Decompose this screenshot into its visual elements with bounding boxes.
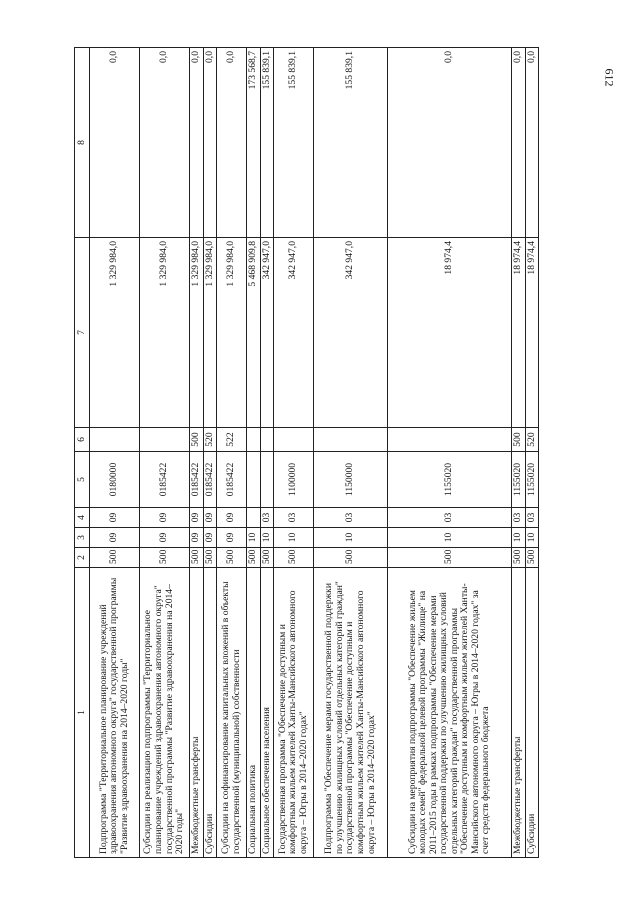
row-sum-1: 1 329 984,0 — [217, 237, 247, 427]
row-type — [247, 427, 261, 451]
row-type — [274, 427, 314, 451]
table-row — [512, 47, 526, 857]
row-name: Субсидии на софинансирование капитальных вложений в объекты государственной (муниципальной) собственности — [217, 567, 247, 857]
row-name: Социальное обеспечение населения — [260, 567, 274, 857]
row-subsection: 09 — [203, 507, 217, 527]
row-code: 500 — [190, 547, 204, 567]
row-sum-1: 18 974,4 — [388, 237, 512, 427]
row-code: 500 — [314, 547, 388, 567]
rotated-page — [74, 48, 566, 858]
row-subsection: 03 — [512, 507, 526, 527]
header-cell: 8 — [75, 47, 90, 237]
row-sum-1: 5 468 909,8 — [247, 237, 261, 427]
row-sum-1: 1 329 984,0 — [90, 237, 140, 427]
row-target: 0185422 — [203, 451, 217, 507]
row-sum-1: 342 947,0 — [260, 237, 274, 427]
table-row — [274, 47, 314, 857]
header-row — [75, 47, 90, 857]
row-subsection: 03 — [260, 507, 274, 527]
row-code: 500 — [388, 547, 512, 567]
row-section: 10 — [388, 527, 512, 547]
header-cell: 5 — [75, 451, 90, 507]
table-row — [203, 47, 217, 857]
row-sum-1: 18 974,4 — [525, 237, 539, 427]
row-name: Субсидии на реализацию подпрограммы "Территориальное планирование учреждений здравоохранения автономного округа" государственной программы "Развитие здравоохранения на 2014–2020 годы" — [140, 567, 190, 857]
row-code: 500 — [512, 547, 526, 567]
row-subsection: 09 — [217, 507, 247, 527]
row-section: 10 — [314, 527, 388, 547]
row-code: 500 — [525, 547, 539, 567]
row-name: Субсидии — [525, 567, 539, 857]
row-name: Государственная программа "Обеспечение доступным и комфортным жильем жителей Ханты-Мансийского автономного округа – Югры в 2014–2020 годах" — [274, 567, 314, 857]
table-row — [314, 47, 388, 857]
header-cell: 6 — [75, 427, 90, 451]
row-target: 0180000 — [90, 451, 140, 507]
row-sum-1: 342 947,0 — [274, 237, 314, 427]
table-row — [90, 47, 140, 857]
row-sum-1: 1 329 984,0 — [190, 237, 204, 427]
row-sum-2: 0,0 — [388, 47, 512, 237]
row-section: 09 — [140, 527, 190, 547]
row-subsection: 03 — [388, 507, 512, 527]
row-name: Подпрограмма "Обеспечение мерами государственной поддержки по улучшению жилищных условий отдельных категорий граждан" государственной программы "Обеспечение доступным и комфортным жильем жителей Ханты-Мансийского автономного округа – Югры в 2014–2020 годах" — [314, 567, 388, 857]
row-subsection: 09 — [140, 507, 190, 527]
row-type — [314, 427, 388, 451]
row-sum-1: 1 329 984,0 — [140, 237, 190, 427]
row-target: 0185422 — [140, 451, 190, 507]
header-cell: 7 — [75, 237, 90, 427]
row-code: 500 — [90, 547, 140, 567]
row-code: 500 — [247, 547, 261, 567]
row-subsection: 03 — [274, 507, 314, 527]
row-sum-2: 155 839,1 — [260, 47, 274, 237]
table-row — [217, 47, 247, 857]
row-section: 10 — [247, 527, 261, 547]
row-subsection: 09 — [90, 507, 140, 527]
row-sum-2: 0,0 — [217, 47, 247, 237]
row-sum-1: 18 974,4 — [512, 237, 526, 427]
table-row — [525, 47, 539, 857]
row-sum-2: 0,0 — [203, 47, 217, 237]
row-sum-2: 0,0 — [190, 47, 204, 237]
table-row — [190, 47, 204, 857]
row-sum-2: 155 839,1 — [314, 47, 388, 237]
row-section: 10 — [512, 527, 526, 547]
row-section: 09 — [90, 527, 140, 547]
row-subsection: 03 — [525, 507, 539, 527]
row-section: 10 — [260, 527, 274, 547]
row-type — [388, 427, 512, 451]
row-target — [260, 451, 274, 507]
row-name: Подпрограмма "Территориальное планирование учреждений здравоохранения автономного округа" государственной программы "Развитие здравоохранения на 2014–2020 годы" — [90, 567, 140, 857]
header-cell: 2 — [75, 547, 90, 567]
row-type: 522 — [217, 427, 247, 451]
row-name: Субсидии — [203, 567, 217, 857]
row-type: 500 — [512, 427, 526, 451]
row-code: 500 — [260, 547, 274, 567]
row-type: 520 — [525, 427, 539, 451]
row-target: 1100000 — [274, 451, 314, 507]
row-section: 09 — [203, 527, 217, 547]
budget-table — [74, 47, 539, 858]
row-section: 09 — [190, 527, 204, 547]
row-code: 500 — [140, 547, 190, 567]
row-sum-2: 155 839,1 — [274, 47, 314, 237]
row-target: 1155020 — [512, 451, 526, 507]
row-target: 1155020 — [388, 451, 512, 507]
row-sum-2: 0,0 — [512, 47, 526, 237]
row-type — [90, 427, 140, 451]
row-subsection — [247, 507, 261, 527]
row-target: 0185422 — [217, 451, 247, 507]
row-section: 10 — [525, 527, 539, 547]
row-code: 500 — [274, 547, 314, 567]
row-code: 500 — [217, 547, 247, 567]
row-code: 500 — [203, 547, 217, 567]
row-target: 1150000 — [314, 451, 388, 507]
row-target — [247, 451, 261, 507]
row-sum-2: 0,0 — [90, 47, 140, 237]
table-row — [247, 47, 261, 857]
row-section: 10 — [274, 527, 314, 547]
row-sum-2: 0,0 — [140, 47, 190, 237]
header-cell: 4 — [75, 507, 90, 527]
row-sum-1: 342 947,0 — [314, 237, 388, 427]
header-cell: 1 — [75, 567, 90, 857]
row-name: Межбюджетные трансферты — [190, 567, 204, 857]
row-sum-2: 0,0 — [525, 47, 539, 237]
row-type — [260, 427, 274, 451]
row-section: 09 — [217, 527, 247, 547]
page-number: 612 — [602, 68, 617, 87]
table-row — [140, 47, 190, 857]
row-type — [140, 427, 190, 451]
row-sum-1: 1 329 984,0 — [203, 237, 217, 427]
table-row — [260, 47, 274, 857]
row-type: 500 — [190, 427, 204, 451]
header-cell: 3 — [75, 527, 90, 547]
row-name: Социальная политика — [247, 567, 261, 857]
row-target: 0185422 — [190, 451, 204, 507]
row-name: Субсидии на мероприятия подпрограммы "Обеспечение жильем молодых семей" федеральной целевой программы "Жилище" на 2011–2015 годы в рамках подпрограммы "Обеспечение мерами государственной поддержки по улучшению жилищных условий отдельных категорий граждан" государственной программы "Обеспечение доступным и комфортным жильем жителей Ханты-Мансийского автономного округа – Югры в 2014–2020 годах" за счет средств федерального бюджета — [388, 567, 512, 857]
row-subsection: 03 — [314, 507, 388, 527]
row-subsection: 09 — [190, 507, 204, 527]
row-sum-2: 173 568,7 — [247, 47, 261, 237]
table-row — [388, 47, 512, 857]
row-name: Межбюджетные трансферты — [512, 567, 526, 857]
row-target: 1155020 — [525, 451, 539, 507]
row-type: 520 — [203, 427, 217, 451]
